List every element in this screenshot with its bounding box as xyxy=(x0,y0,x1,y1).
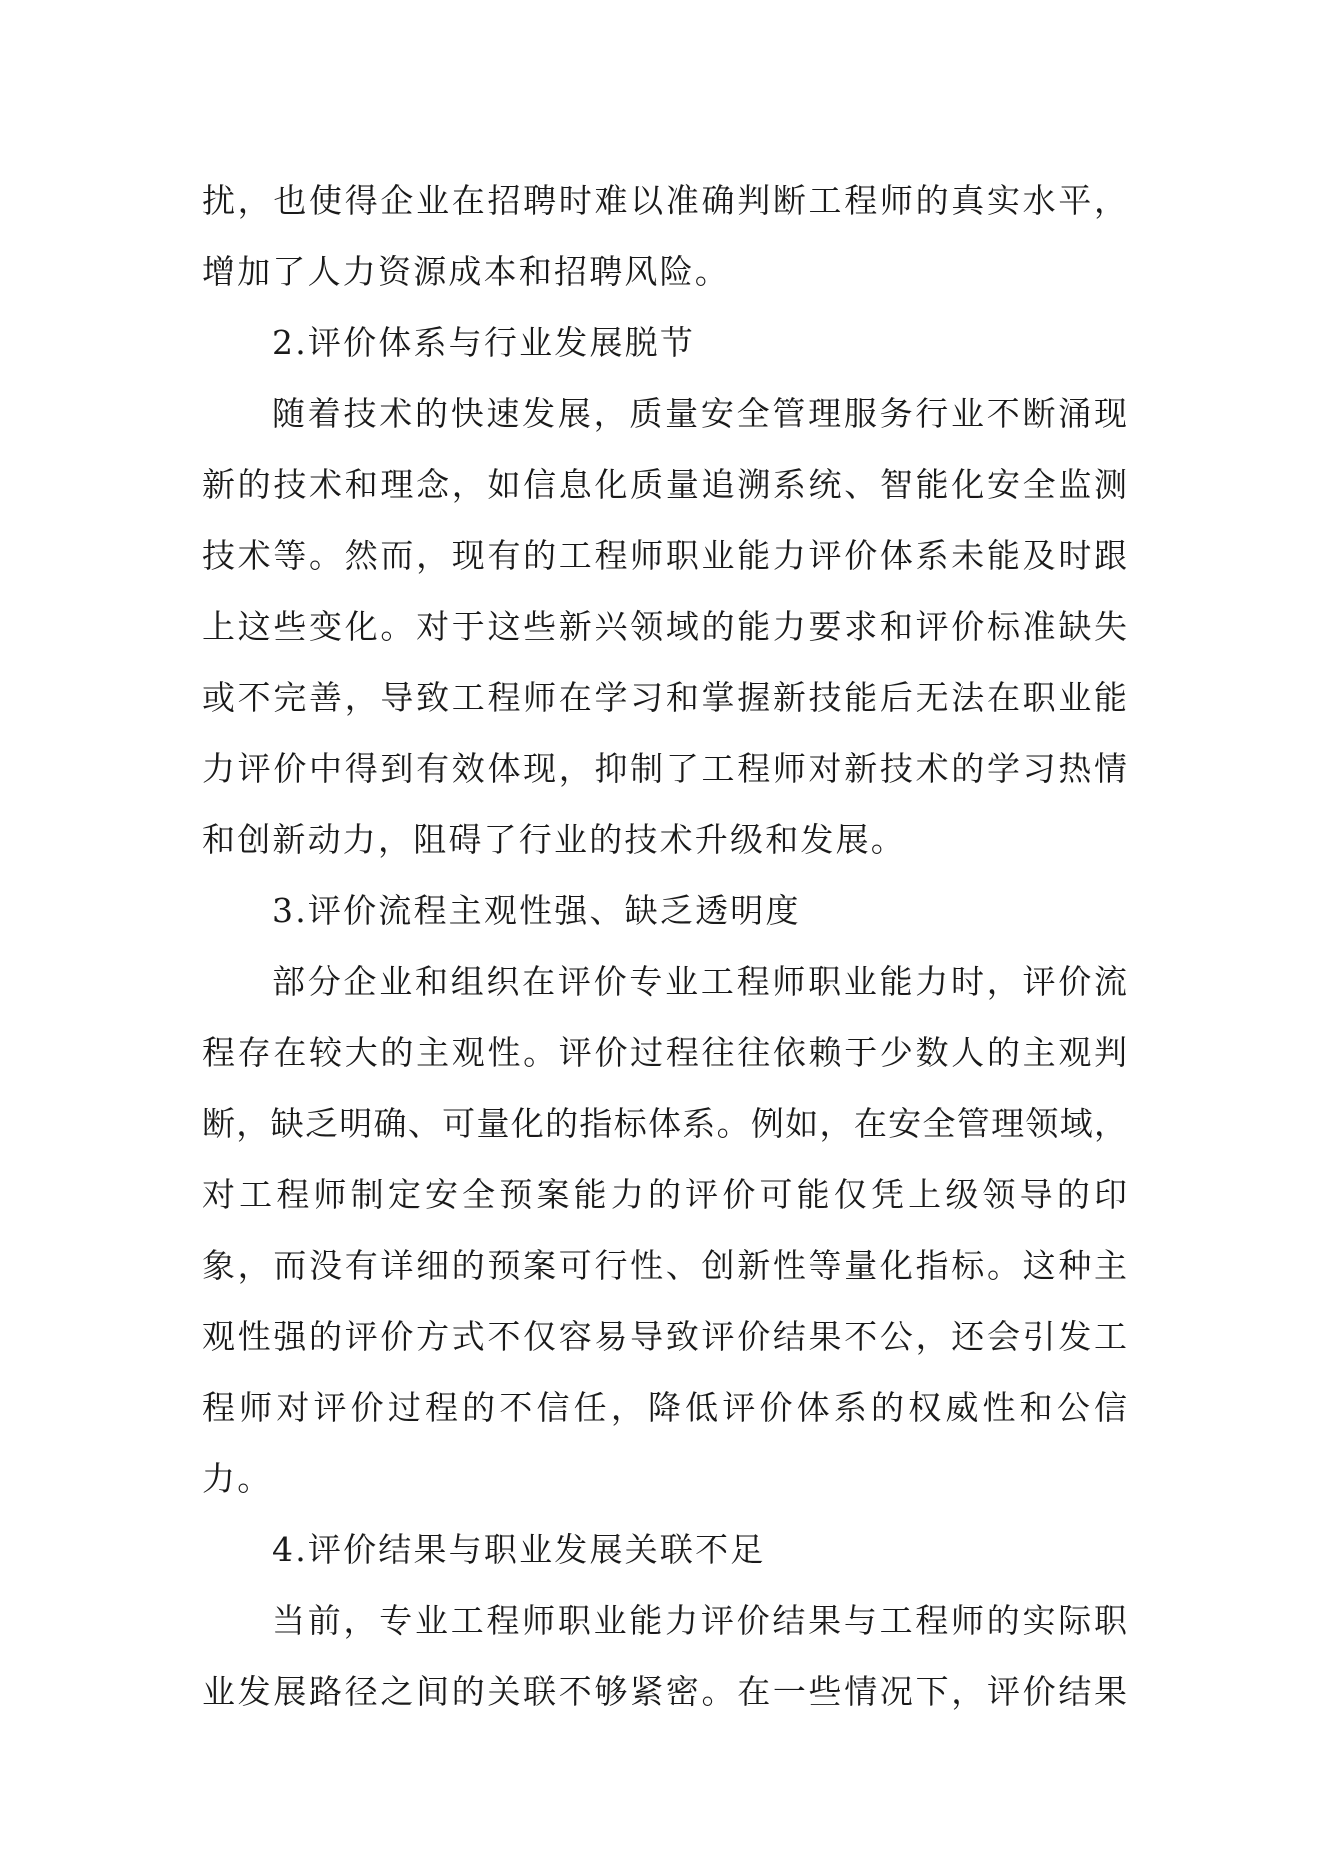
section-heading: 2.评价体系与行业发展脱节 xyxy=(272,323,696,362)
paragraph-line: 或不完善，导致工程师在学习和掌握新技能后无法在职业能 xyxy=(202,678,1127,717)
paragraph-line: 技术等。然而，现有的工程师职业能力评价体系未能及时跟 xyxy=(202,536,1127,575)
paragraph-line: 力。 xyxy=(202,1459,273,1498)
paragraph-line: 上这些变化。对于这些新兴领域的能力要求和评价标准缺失 xyxy=(202,607,1127,646)
paragraph-line: 对工程师制定安全预案能力的评价可能仅凭上级领导的印 xyxy=(202,1175,1127,1214)
paragraph-line: 当前，专业工程师职业能力评价结果与工程师的实际职 xyxy=(272,1601,1127,1640)
paragraph-line: 力评价中得到有效体现，抑制了工程师对新技术的学习热情 xyxy=(202,749,1127,788)
paragraph-line: 程师对评价过程的不信任，降低评价体系的权威性和公信 xyxy=(202,1388,1127,1427)
paragraph-line: 部分企业和组织在评价专业工程师职业能力时，评价流 xyxy=(272,962,1127,1001)
section-heading: 3.评价流程主观性强、缺乏透明度 xyxy=(272,891,801,930)
paragraph-line: 象，而没有详细的预案可行性、创新性等量化指标。这种主 xyxy=(202,1246,1127,1285)
paragraph-line: 程存在较大的主观性。评价过程往往依赖于少数人的主观判 xyxy=(202,1033,1127,1072)
paragraph-line: 观性强的评价方式不仅容易导致评价结果不公，还会引发工 xyxy=(202,1317,1127,1356)
document-body xyxy=(202,165,1127,1727)
section-heading: 4.评价结果与职业发展关联不足 xyxy=(272,1530,766,1569)
paragraph-line: 新的技术和理念，如信息化质量追溯系统、智能化安全监测 xyxy=(202,465,1127,504)
paragraph-line: 扰，也使得企业在招聘时难以准确判断工程师的真实水平， xyxy=(202,181,1127,220)
paragraph-line: 和创新动力，阻碍了行业的技术升级和发展。 xyxy=(202,820,906,859)
paragraph-line: 断，缺乏明确、可量化的指标体系。例如，在安全管理领域， xyxy=(202,1104,1127,1143)
paragraph-line: 增加了人力资源成本和招聘风险。 xyxy=(202,252,730,291)
paragraph-line: 业发展路径之间的关联不够紧密。在一些情况下，评价结果 xyxy=(202,1672,1127,1711)
paragraph-line: 随着技术的快速发展，质量安全管理服务行业不断涌现 xyxy=(272,394,1127,433)
